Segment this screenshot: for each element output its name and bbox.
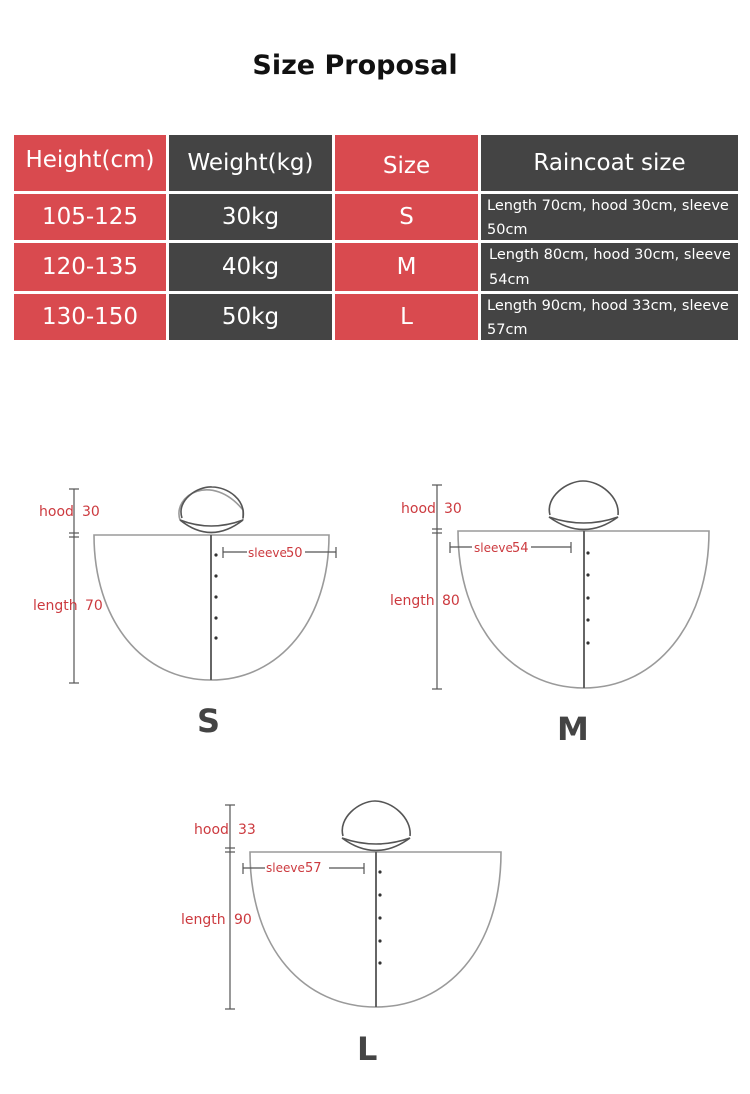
length-label-m: length xyxy=(390,593,435,609)
length-label-l: length xyxy=(181,912,226,928)
size-letter-l: L xyxy=(357,1030,378,1068)
hood-value-m: 30 xyxy=(444,501,462,517)
buttons-l-icon xyxy=(378,870,381,964)
row-s-height: 105-125 xyxy=(14,194,166,240)
header-weight: Weight(kg) xyxy=(169,135,332,191)
row-l-height: 130-150 xyxy=(14,294,166,340)
buttons-m-icon xyxy=(586,551,589,644)
sleeve-value-l: 57 xyxy=(305,861,322,876)
sleeve-value-s: 50 xyxy=(286,546,303,561)
header-size: Size xyxy=(335,135,478,191)
size-letter-m: M xyxy=(557,710,589,748)
diagram-l xyxy=(181,801,501,1068)
sleeve-label-m: sleeve xyxy=(474,541,513,555)
hood-label-m: hood xyxy=(401,501,436,517)
header-raincoat-size: Raincoat size xyxy=(481,135,738,191)
hood-label-l: hood xyxy=(194,822,229,838)
hood-label-s: hood xyxy=(39,504,74,520)
diagram-m xyxy=(390,481,709,748)
row-l-size: L xyxy=(335,294,478,340)
row-m-weight: 40kg xyxy=(169,243,332,291)
sleeve-label-l: sleeve xyxy=(266,861,305,875)
sleeve-label-s: sleeve xyxy=(248,546,287,560)
measure-lines-s xyxy=(69,489,336,683)
hood-value-s: 30 xyxy=(82,504,100,520)
header-height: Height(cm) xyxy=(14,135,166,191)
diagram-s xyxy=(33,487,336,740)
length-value-l: 90 xyxy=(234,912,252,928)
row-m-height: 120-135 xyxy=(14,243,166,291)
length-value-m: 80 xyxy=(442,593,460,609)
buttons-s-icon xyxy=(214,553,217,639)
row-s-size: S xyxy=(335,194,478,240)
row-l-weight: 50kg xyxy=(169,294,332,340)
page-title: Size Proposal xyxy=(252,50,458,81)
row-s-weight: 30kg xyxy=(169,194,332,240)
length-label-s: length xyxy=(33,598,78,614)
length-value-s: 70 xyxy=(85,598,103,614)
size-letter-s: S xyxy=(197,702,221,740)
row-m-raincoat: Length 80cm, hood 30cm, sleeve 54cm xyxy=(481,243,738,291)
sleeve-value-m: 54 xyxy=(512,541,529,556)
row-l-raincoat: Length 90cm, hood 33cm, sleeve 57cm xyxy=(481,294,738,340)
hood-value-l: 33 xyxy=(238,822,256,838)
row-s-raincoat: Length 70cm, hood 30cm, sleeve 50cm xyxy=(481,194,738,240)
row-m-size: M xyxy=(335,243,478,291)
